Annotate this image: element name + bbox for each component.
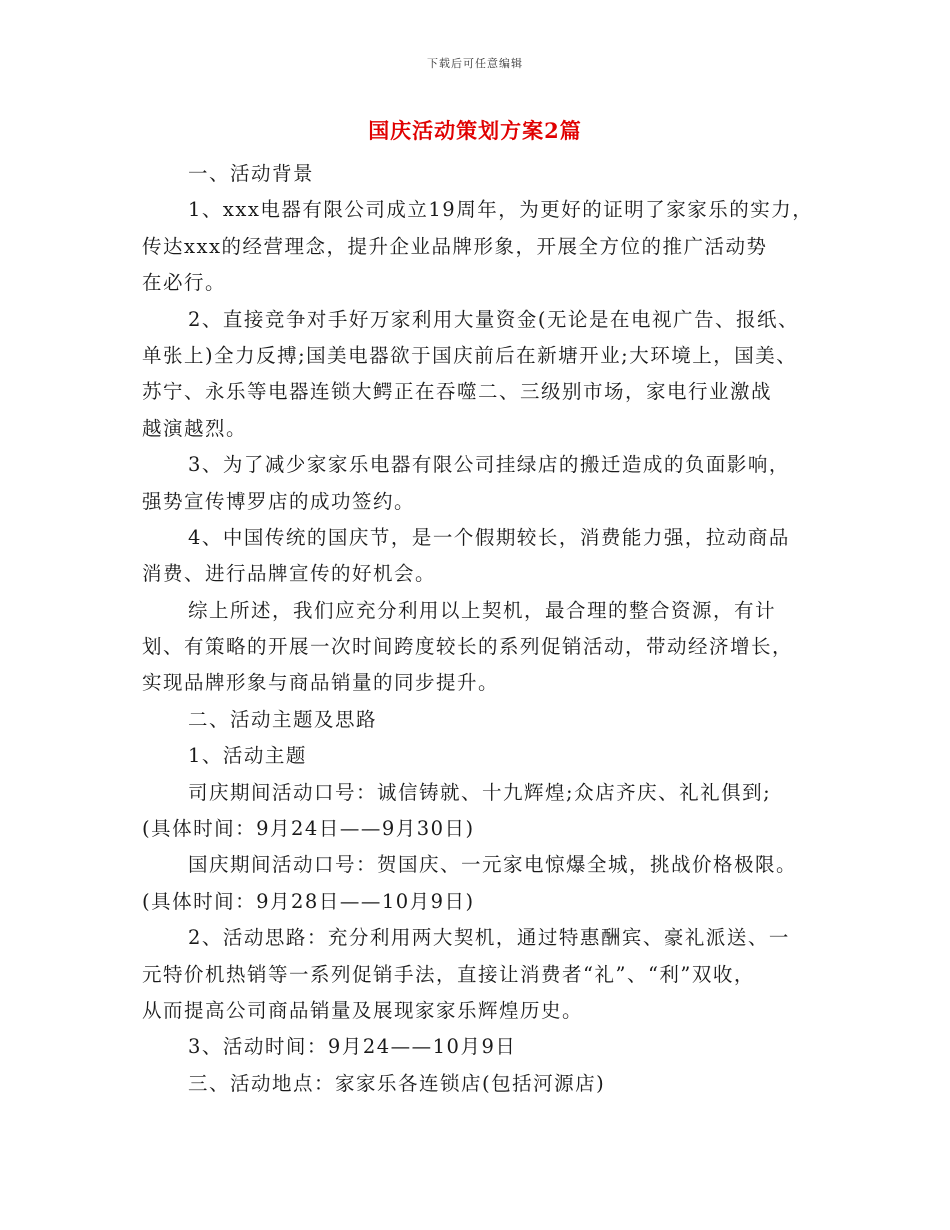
text-line: 划、有策略的开展一次时间跨度较长的系列促销活动，带动经济增长，	[142, 635, 794, 659]
text-line: 三、活动地点：家家乐各连锁店(包括河源店)	[188, 1071, 606, 1095]
text-line: 1、xxx电器有限公司成立19周年，为更好的证明了家家乐的实力，	[188, 198, 814, 222]
text-line: 3、为了减少家家乐电器有限公司挂绿店的搬迁造成的负面影响，	[188, 453, 790, 477]
text-line: 苏宁、永乐等电器连锁大鳄正在吞噬二、三级别市场，家电行业激战	[142, 380, 773, 404]
text-line: 1、活动主题	[188, 744, 307, 768]
text-line: 传达xxx的经营理念，提升企业品牌形象，开展全方位的推广活动势	[142, 234, 768, 258]
text-line: 单张上)全力反搏;国美电器欲于国庆前后在新塘开业;大环境上，国美、	[142, 343, 798, 367]
text-line: 从而提高公司商品销量及展现家家乐辉煌历史。	[142, 998, 584, 1022]
text-line: 越演越烈。	[142, 416, 248, 440]
text-line: 实现品牌形象与商品销量的同步提升。	[142, 671, 500, 695]
text-line: 消费、进行品牌宣传的好机会。	[142, 562, 437, 586]
text-line: 在必行。	[142, 271, 227, 295]
text-line: 3、活动时间：9月24——10月9日	[188, 1035, 517, 1059]
text-line: (具体时间：9月28日——10月9日)	[142, 889, 475, 913]
text-line: 元特价机热销等一系列促销手法，直接让消费者“礼”、“利”双收，	[142, 962, 755, 986]
text-line: 国庆期间活动口号：贺国庆、一元家电惊爆全城，挑战价格极限。	[188, 853, 798, 877]
text-line: 司庆期间活动口号：诚信铸就、十九辉煌;众店齐庆、礼礼俱到;	[188, 780, 772, 804]
document-title: 国庆活动策划方案2篇	[368, 118, 582, 143]
text-line: 2、活动思路：充分利用两大契机，通过特惠酬宾、豪礼派送、一	[188, 926, 790, 950]
text-line: 2、直接竞争对手好万家利用大量资金(无论是在电视广告、报纸、	[188, 307, 800, 331]
document-body	[142, 156, 814, 1102]
text-line: 二、活动主题及思路	[188, 707, 378, 731]
text-line: (具体时间：9月24日——9月30日)	[142, 817, 475, 841]
text-line: 综上所述，我们应充分利用以上契机，最合理的整合资源，有计	[188, 598, 777, 622]
header-note: 下载后可任意编辑	[427, 57, 523, 70]
text-line: 4、中国传统的国庆节，是一个假期较长，消费能力强，拉动商品	[188, 525, 790, 549]
text-line: 强势宣传博罗店的成功签约。	[142, 489, 416, 513]
text-line: 一、活动背景	[188, 162, 315, 185]
